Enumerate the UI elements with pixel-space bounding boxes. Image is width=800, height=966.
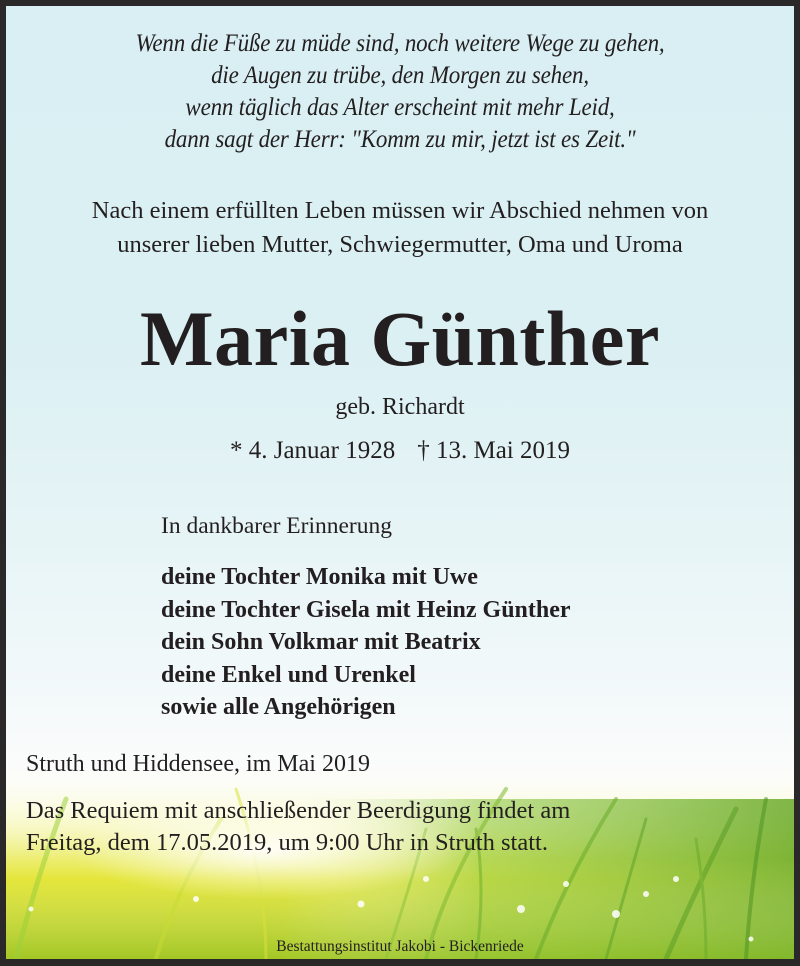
poem-line: wenn täglich das Alter erscheint mit mehr Leid,	[185, 94, 615, 121]
intro-line: Nach einem erfüllten Leben müssen wir Abschied nehmen von	[91, 197, 709, 224]
mourner-line: deine Tochter Monika mit Uwe	[161, 564, 478, 590]
intro-text	[6, 194, 794, 262]
deceased-name: Maria Günther	[140, 295, 660, 382]
poem-verse	[38, 28, 763, 156]
birth-date: * 4. Januar 1928	[229, 437, 396, 464]
mourner-line: deine Enkel und Urenkel	[161, 661, 416, 688]
mourner-line: sowie alle Angehörigen	[161, 694, 396, 720]
poem-line: dann sagt der Herr: "Komm zu mir, jetzt ist es Zeit."	[164, 126, 636, 153]
place-date: Struth und Hiddensee, im Mai 2019	[26, 751, 370, 777]
poem-line: die Augen zu trübe, den Morgen zu sehen,	[211, 62, 589, 89]
poem-line: Wenn die Füße zu müde sind, noch weitere Wege zu gehen,	[135, 30, 665, 57]
service-line: Freitag, dem 17.05.2019, um 9:00 Uhr in Struth statt.	[26, 829, 548, 856]
obituary-content	[6, 6, 794, 959]
intro-line: unserer lieben Mutter, Schwiegermutter, Oma und Uroma	[117, 231, 683, 258]
mourner-line: dein Sohn Volkmar mit Beatrix	[161, 629, 481, 655]
life-dates	[6, 434, 794, 468]
gratitude-heading: In dankbarer Erinnerung	[161, 513, 392, 539]
service-info	[26, 795, 570, 859]
mourner-line: deine Tochter Gisela mit Heinz Günther	[161, 596, 571, 623]
death-date: † 13. Mai 2019	[417, 437, 571, 464]
service-line: Das Requiem mit anschließender Beerdigung findet am	[26, 797, 571, 824]
funeral-home: Bestattungsinstitut Jakobi - Bickenriede	[276, 938, 524, 955]
maiden-name: geb. Richardt	[335, 394, 465, 420]
obituary-card	[6, 6, 794, 959]
mourners-list	[161, 561, 571, 724]
